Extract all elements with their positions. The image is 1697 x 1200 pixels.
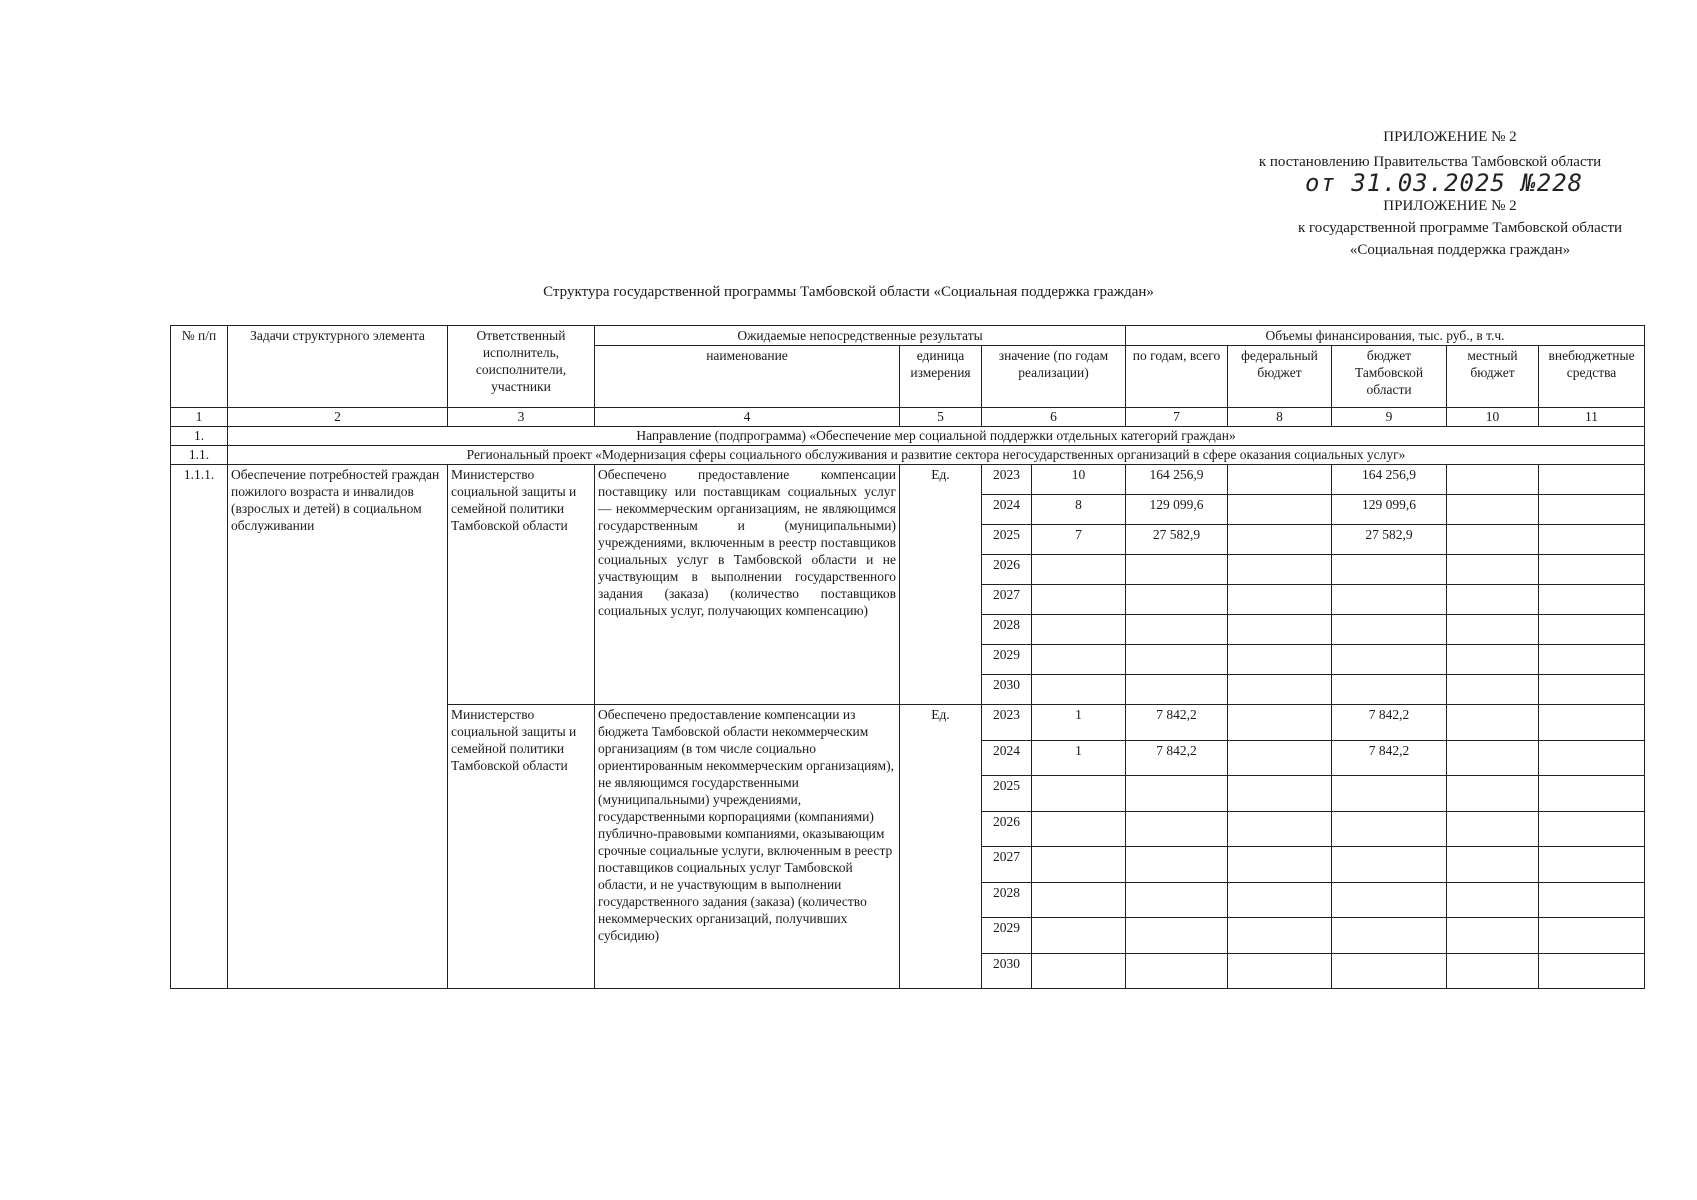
local-cell [1447, 495, 1539, 525]
year-cell: 2030 [982, 953, 1032, 989]
section-num: 1. [171, 427, 228, 446]
year-cell: 2025 [982, 776, 1032, 812]
regional-cell [1332, 811, 1447, 847]
total-cell: 164 256,9 [1126, 465, 1228, 495]
value-cell [1032, 555, 1126, 585]
federal-cell [1228, 675, 1332, 705]
local-cell [1447, 953, 1539, 989]
section-title: Региональный проект «Модернизация сферы социального обслуживания и развитие сектора негосударственных организаций в сфере оказания социальных услуг» [228, 446, 1645, 465]
extra-cell [1539, 585, 1645, 615]
regional-cell [1332, 675, 1447, 705]
total-cell [1126, 776, 1228, 812]
total-cell [1126, 615, 1228, 645]
regional-cell [1332, 953, 1447, 989]
local-cell [1447, 776, 1539, 812]
extra-cell [1539, 953, 1645, 989]
total-cell [1126, 847, 1228, 883]
year-cell: 2024 [982, 740, 1032, 776]
value-cell [1032, 645, 1126, 675]
regional-cell [1332, 847, 1447, 883]
unit-cell: Ед. [900, 705, 982, 989]
value-cell [1032, 882, 1126, 918]
year-cell: 2027 [982, 585, 1032, 615]
year-cell: 2027 [982, 847, 1032, 883]
extra-cell [1539, 918, 1645, 954]
total-cell [1126, 882, 1228, 918]
local-cell [1447, 882, 1539, 918]
header-unit: единица измерения [900, 346, 982, 408]
local-cell [1447, 705, 1539, 741]
extra-cell [1539, 847, 1645, 883]
column-number: 9 [1332, 408, 1447, 427]
total-cell: 7 842,2 [1126, 705, 1228, 741]
responsible-cell: Министерство социальной защиты и семейной политики Тамбовской области [448, 465, 595, 705]
extra-cell [1539, 465, 1645, 495]
header-local: местный бюджет [1447, 346, 1539, 408]
header-regional: бюджет Тамбовской области [1332, 346, 1447, 408]
column-number: 7 [1126, 408, 1228, 427]
local-cell [1447, 740, 1539, 776]
value-cell [1032, 953, 1126, 989]
federal-cell [1228, 705, 1332, 741]
year-cell: 2028 [982, 615, 1032, 645]
local-cell [1447, 555, 1539, 585]
value-cell [1032, 918, 1126, 954]
header-expected-results: Ожидаемые непосредственные результаты [595, 326, 1126, 346]
year-cell: 2029 [982, 918, 1032, 954]
local-cell [1447, 811, 1539, 847]
total-cell [1126, 953, 1228, 989]
local-cell [1447, 675, 1539, 705]
column-number: 3 [448, 408, 595, 427]
extra-cell [1539, 615, 1645, 645]
federal-cell [1228, 525, 1332, 555]
value-cell: 1 [1032, 705, 1126, 741]
federal-cell [1228, 465, 1332, 495]
table-header-row-1 [171, 326, 1645, 346]
document-title: Структура государственной программы Тамбовской области «Социальная поддержка граждан» [543, 284, 1154, 300]
header-federal: федеральный бюджет [1228, 346, 1332, 408]
local-cell [1447, 645, 1539, 675]
header-by-year: по годам, всего [1126, 346, 1228, 408]
column-number: 5 [900, 408, 982, 427]
header-value: значение (по годам реализации) [982, 346, 1126, 408]
federal-cell [1228, 645, 1332, 675]
local-cell [1447, 465, 1539, 495]
extra-cell [1539, 525, 1645, 555]
total-cell [1126, 811, 1228, 847]
section-row-1-1 [171, 446, 1645, 465]
value-cell: 1 [1032, 740, 1126, 776]
value-cell [1032, 811, 1126, 847]
total-cell [1126, 645, 1228, 675]
header-tasks: Задачи структурного элемента [228, 326, 448, 408]
header-name: наименование [595, 346, 900, 408]
year-cell: 2028 [982, 882, 1032, 918]
regional-cell: 129 099,6 [1332, 495, 1447, 525]
extra-cell [1539, 811, 1645, 847]
regional-cell [1332, 645, 1447, 675]
extra-cell [1539, 740, 1645, 776]
header-num: № п/п [171, 326, 228, 408]
table-row [171, 465, 1645, 495]
regional-cell [1332, 918, 1447, 954]
header-extra: внебюджетные средства [1539, 346, 1645, 408]
result-name-cell: Обеспечено предоставление компенсации из бюджета Тамбовской области некоммерческим организациям (в том числе социально ориентированным некоммерческим организациям), не являющимся государственными (муниципальными) учреждениями, государственными корпорациями (компаниями) публично-правовыми компаниями, оказывающим срочные социальные услуги, включенным в реестр поставщиков социальных услуг Тамбовской области, и не участвующим в выполнении государственного задания (заказа) (количество некоммерческих организаций, получивших субсидию) [595, 705, 900, 989]
local-cell [1447, 847, 1539, 883]
total-cell [1126, 555, 1228, 585]
year-cell: 2024 [982, 495, 1032, 525]
header-decree-ref: к постановлению Правительства Тамбовской области [1258, 154, 1602, 170]
extra-cell [1539, 495, 1645, 525]
year-cell: 2023 [982, 465, 1032, 495]
section-num: 1.1. [171, 446, 228, 465]
local-cell [1447, 525, 1539, 555]
total-cell [1126, 675, 1228, 705]
header-funding: Объемы финансирования, тыс. руб., в т.ч. [1126, 326, 1645, 346]
total-cell: 129 099,6 [1126, 495, 1228, 525]
handwritten-date-number: от 31.03.2025 №228 [1305, 169, 1584, 197]
value-cell: 8 [1032, 495, 1126, 525]
header-responsible: Ответственный исполнитель, соисполнители, участники [448, 326, 595, 408]
result-name-cell: Обеспечено предоставление компенсации поставщику или поставщикам социальных услуг — некоммерческим организациям, не являющимся государственным и (муниципальными) учреждениями, включенным в реестр поставщиков социальных услуг в Тамбовской области и не участвующим в выполнении государственного задания (заказа) (количество поставщиков социальных услуг, получающих компенсацию) [595, 465, 900, 705]
row-num: 1.1.1. [171, 465, 228, 989]
section-title: Направление (подпрограмма) «Обеспечение мер социальной поддержки отдельных категорий граждан» [228, 427, 1645, 446]
extra-cell [1539, 555, 1645, 585]
federal-cell [1228, 555, 1332, 585]
federal-cell [1228, 847, 1332, 883]
column-number: 10 [1447, 408, 1539, 427]
value-cell [1032, 847, 1126, 883]
total-cell: 27 582,9 [1126, 525, 1228, 555]
structure-table [170, 325, 1645, 989]
regional-cell: 7 842,2 [1332, 705, 1447, 741]
total-cell [1126, 918, 1228, 954]
column-number: 4 [595, 408, 900, 427]
extra-cell [1539, 675, 1645, 705]
regional-cell [1332, 585, 1447, 615]
federal-cell [1228, 495, 1332, 525]
regional-cell [1332, 555, 1447, 585]
column-number: 2 [228, 408, 448, 427]
local-cell [1447, 585, 1539, 615]
header-program-ref: к государственной программе Тамбовской области [1297, 220, 1623, 236]
federal-cell [1228, 776, 1332, 812]
column-number: 6 [982, 408, 1126, 427]
federal-cell [1228, 882, 1332, 918]
extra-cell [1539, 645, 1645, 675]
header-appendix-1: ПРИЛОЖЕНИЕ № 2 [1383, 129, 1517, 145]
unit-cell: Ед. [900, 465, 982, 705]
year-cell: 2023 [982, 705, 1032, 741]
year-cell: 2026 [982, 811, 1032, 847]
year-cell: 2030 [982, 675, 1032, 705]
value-cell [1032, 675, 1126, 705]
task-cell: Обеспечение потребностей граждан пожилого возраста и инвалидов (взрослых и детей) в социальном обслуживании [228, 465, 448, 989]
value-cell [1032, 615, 1126, 645]
federal-cell [1228, 811, 1332, 847]
regional-cell: 7 842,2 [1332, 740, 1447, 776]
responsible-cell: Министерство социальной защиты и семейной политики Тамбовской области [448, 705, 595, 989]
section-row-1 [171, 427, 1645, 446]
year-cell: 2026 [982, 555, 1032, 585]
extra-cell [1539, 776, 1645, 812]
value-cell [1032, 776, 1126, 812]
regional-cell: 164 256,9 [1332, 465, 1447, 495]
year-cell: 2025 [982, 525, 1032, 555]
regional-cell: 27 582,9 [1332, 525, 1447, 555]
regional-cell [1332, 776, 1447, 812]
local-cell [1447, 918, 1539, 954]
extra-cell [1539, 882, 1645, 918]
regional-cell [1332, 615, 1447, 645]
column-number: 8 [1228, 408, 1332, 427]
header-program-name: «Социальная поддержка граждан» [1349, 242, 1571, 258]
year-cell: 2029 [982, 645, 1032, 675]
total-cell [1126, 585, 1228, 615]
federal-cell [1228, 615, 1332, 645]
total-cell: 7 842,2 [1126, 740, 1228, 776]
local-cell [1447, 615, 1539, 645]
federal-cell [1228, 953, 1332, 989]
value-cell: 10 [1032, 465, 1126, 495]
value-cell [1032, 585, 1126, 615]
value-cell: 7 [1032, 525, 1126, 555]
column-number: 1 [171, 408, 228, 427]
header-appendix-2: ПРИЛОЖЕНИЕ № 2 [1383, 198, 1517, 214]
extra-cell [1539, 705, 1645, 741]
column-number-row [171, 408, 1645, 427]
federal-cell [1228, 740, 1332, 776]
regional-cell [1332, 882, 1447, 918]
federal-cell [1228, 585, 1332, 615]
federal-cell [1228, 918, 1332, 954]
column-number: 11 [1539, 408, 1645, 427]
